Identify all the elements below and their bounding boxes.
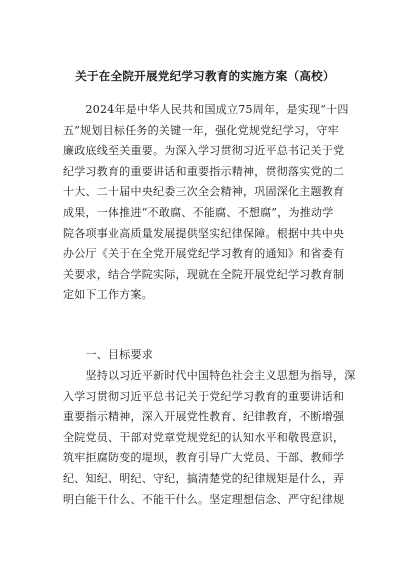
paragraph-line: 办公厅《关于在全党开展党纪学习教育的通知》和省委有 <box>63 247 345 261</box>
paragraph-line: 纪学习教育的重要讲话和重要指示精神，贯彻落实党的二 <box>63 164 345 178</box>
paragraph-line: 关要求，结合学院实际，现就在全院开展党纪学习教育制 <box>63 267 345 281</box>
paragraph-line: 筑牢拒腐防变的堤坝，教育引导广大党员、干部、教师学 <box>63 451 345 465</box>
paragraph-line: 重要指示精神，深入开展党性教育、纪律教育，不断增强 <box>63 410 345 424</box>
paragraph-line: 成果，一体推进“不敢腐、不能腐、不想腐”，为推动学 <box>63 205 334 219</box>
paragraph-line: 明白能干什么、不能干什么。坚定理想信念、严守纪律规 <box>63 492 345 506</box>
paragraph-line: 全院党员、干部对党章党规党纪的认知水平和敬畏意识， <box>63 430 345 444</box>
section-heading <box>63 345 353 366</box>
paragraph-line: 入学习贯彻习近平总书记关于党纪学习教育的重要讲话和 <box>63 389 345 403</box>
intro-paragraph <box>63 100 353 306</box>
paragraph-line: 坚持以习近平新时代中国特色社会主义思想为指导，深 <box>63 369 356 382</box>
paragraph-line: 院各项事业高质量发展提供坚实纪律保障。根据中共中央 <box>63 226 345 240</box>
paragraph-line: 廉政底线至关重要。为深入学习贯彻习近平总书记关于党 <box>63 144 345 158</box>
section-heading-text: 一、目标要求 <box>63 348 153 361</box>
section-paragraph <box>63 366 356 510</box>
paragraph-line: 定如下工作方案。 <box>63 288 153 302</box>
paragraph-line: 纪、知纪、明纪、守纪，搞清楚党的纪律规矩是什么，弄 <box>63 471 345 485</box>
document-title: 关于在全院开展党纪学习教育的实施方案（高校） <box>75 69 335 83</box>
paragraph-line: 五”规划目标任务的关键一年，强化党规党纪学习，守牢 <box>63 123 339 137</box>
paragraph-line: 2024年是中华人民共和国成立75周年，是实现“十四 <box>63 103 349 116</box>
paragraph-line: 十大、二十届中央纪委三次全会精神，巩固深化主题教育 <box>63 185 345 199</box>
